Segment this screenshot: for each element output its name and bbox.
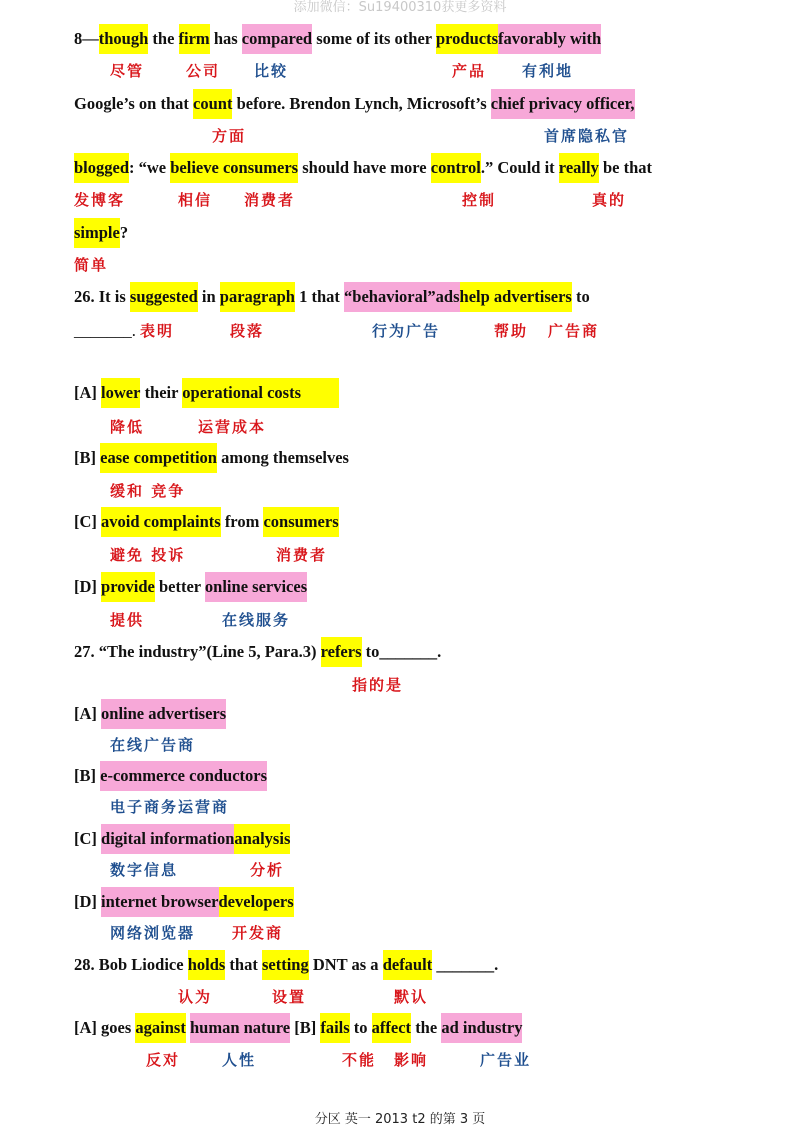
highlight-yellow: really: [559, 153, 599, 183]
text: among themselves: [216, 448, 349, 467]
gloss: 帮助: [494, 322, 529, 340]
text: ?: [119, 223, 129, 242]
text: 28. Bob Liodice: [74, 955, 188, 974]
gloss: 控制: [462, 191, 497, 209]
highlight-yellow: paragraph: [220, 282, 295, 312]
gloss: 人性: [222, 1051, 257, 1069]
text: the: [148, 29, 179, 48]
text: .” Could it: [480, 158, 559, 177]
highlight-pink: digital information: [101, 824, 234, 854]
gloss: 避免 投诉: [110, 546, 186, 564]
text: 27. “The industry”(Line 5, Para.3): [74, 642, 321, 661]
watermark-text: 添加微信：Su19400310获更多资料: [293, 0, 507, 15]
highlight-yellow: refers: [321, 637, 362, 667]
gloss: 数字信息: [110, 861, 179, 879]
highlight-pink: ad industry: [441, 1013, 522, 1043]
option-26-d: [74, 572, 307, 602]
gloss: 消费者: [276, 546, 328, 564]
option-26-b: [74, 443, 349, 473]
highlight-yellow: believe consumers: [170, 153, 298, 183]
gloss: 电子商务运营商: [110, 798, 230, 816]
gloss: 有利地: [522, 62, 574, 80]
passage-line-2: [74, 89, 635, 119]
gloss: 网络浏览器: [110, 924, 196, 942]
gloss: 不能: [342, 1051, 377, 1069]
text: in: [197, 287, 220, 306]
highlight-pink: human nature: [190, 1013, 290, 1043]
question-26-blank: [74, 316, 136, 346]
gloss: 降低: [110, 418, 145, 436]
option-label: [A]: [74, 704, 102, 723]
gloss: 公司: [186, 62, 221, 80]
highlight-yellow: fails: [320, 1013, 349, 1043]
text: _______.: [432, 955, 499, 974]
gloss: 在线广告商: [110, 736, 196, 754]
text: some of its other: [312, 29, 436, 48]
highlight-pink: e-commerce conductors: [100, 761, 267, 791]
highlight-yellow: consumers: [263, 507, 338, 537]
gloss: 真的: [592, 191, 627, 209]
option-label: [D]: [74, 892, 102, 911]
gloss: 运营成本: [198, 418, 267, 436]
highlight-yellow: affect: [372, 1013, 411, 1043]
gloss: 指的是: [352, 676, 404, 694]
gloss: 相信: [178, 191, 213, 209]
option-label: [C]: [74, 512, 102, 531]
text: DNT as a: [308, 955, 383, 974]
gloss: 行为广告: [372, 322, 441, 340]
highlight-yellow: count: [193, 89, 232, 119]
option-label: [A]: [74, 383, 102, 402]
text: to: [349, 1018, 372, 1037]
highlight-pink: online advertisers: [101, 699, 226, 729]
option-27-c: [74, 824, 290, 854]
gloss: 广告商: [548, 322, 600, 340]
question-26-stem: [74, 282, 590, 312]
highlight-yellow: firm: [179, 24, 210, 54]
highlight-pink: compared: [242, 24, 312, 54]
gloss: 消费者: [244, 191, 296, 209]
text: has: [209, 29, 242, 48]
question-28-stem: [74, 950, 498, 980]
options-28-ab: [74, 1013, 522, 1043]
highlight-yellow: control: [431, 153, 481, 183]
highlight-yellow: setting: [262, 950, 309, 980]
gloss: 设置: [272, 988, 307, 1006]
highlight-pink: internet browser: [101, 887, 218, 917]
gloss: 缓和 竞争: [110, 482, 186, 500]
gloss: 默认: [394, 988, 429, 1006]
highlight-pink: “behavioral”ads: [344, 282, 460, 312]
highlight-yellow: suggested: [130, 282, 198, 312]
text: 1 that: [294, 287, 345, 306]
gloss: 分析: [250, 861, 285, 879]
option-26-a: [74, 378, 339, 408]
passage-line-1: [74, 24, 601, 54]
highlight-yellow: ease competition: [100, 443, 217, 473]
gloss: 简单: [74, 256, 109, 274]
option-27-b: [74, 761, 267, 791]
highlight-pink: online services: [205, 572, 307, 602]
highlight-yellow: avoid complaints: [101, 507, 221, 537]
highlight-yellow: operational costs: [182, 378, 339, 408]
gloss: 提供: [110, 611, 145, 629]
highlight-yellow: products: [436, 24, 498, 54]
option-label: [B]: [74, 448, 101, 467]
text: the: [411, 1018, 442, 1037]
highlight-yellow: provide: [101, 572, 155, 602]
text: : “we: [129, 158, 171, 177]
text: 26. It is: [74, 287, 130, 306]
option-27-a: [74, 699, 226, 729]
text: that: [225, 955, 262, 974]
passage-line-4: [74, 218, 128, 248]
text: to: [571, 287, 590, 306]
option-27-d: [74, 887, 294, 917]
option-label: [B]: [74, 766, 101, 785]
highlight-yellow: simple: [74, 218, 120, 248]
text: 8—: [74, 29, 99, 48]
text: from: [220, 512, 264, 531]
highlight-yellow: analysis: [234, 824, 290, 854]
highlight-yellow: blogged: [74, 153, 129, 183]
text: should have more: [298, 158, 431, 177]
option-label: [C]: [74, 829, 102, 848]
gloss: 表明: [140, 322, 175, 340]
highlight-yellow: lower: [101, 378, 140, 408]
question-27-stem: [74, 637, 441, 667]
highlight-yellow: developers: [219, 887, 294, 917]
gloss: 反对: [146, 1051, 181, 1069]
text: their: [140, 383, 183, 402]
option-label: [A] goes: [74, 1018, 136, 1037]
gloss: 在线服务: [222, 611, 291, 629]
gloss: 认为: [178, 988, 213, 1006]
text: be that: [598, 158, 652, 177]
page-footer: 分区 英一 2013 t2 的第 3 页: [314, 1112, 486, 1127]
highlight-yellow: holds: [188, 950, 226, 980]
gloss: 尽管: [110, 62, 145, 80]
highlight-yellow: against: [135, 1013, 185, 1043]
gloss: 发博客: [74, 191, 126, 209]
gloss: 比较: [254, 62, 289, 80]
gloss: 段落: [230, 322, 265, 340]
option-label: [B]: [290, 1018, 321, 1037]
gloss: 方面: [212, 127, 247, 145]
highlight-pink: chief privacy officer,: [491, 89, 635, 119]
option-26-c: [74, 507, 339, 537]
text: Google’s on that: [74, 94, 194, 113]
highlight-yellow: though: [99, 24, 149, 54]
text: better: [154, 577, 205, 596]
gloss: 广告业: [480, 1051, 532, 1069]
passage-line-3: [74, 153, 652, 183]
gloss: 开发商: [232, 924, 284, 942]
gloss: 产品: [452, 62, 487, 80]
highlight-pink: favorably with: [498, 24, 601, 54]
text: before. Brendon Lynch, Microsoft’s: [232, 94, 491, 113]
option-label: [D]: [74, 577, 102, 596]
gloss: 影响: [394, 1051, 429, 1069]
text: to_______.: [361, 642, 442, 661]
text: _______.: [74, 321, 136, 340]
gloss: 首席隐私官: [544, 127, 630, 145]
highlight-yellow: help advertisers: [460, 282, 572, 312]
highlight-yellow: default: [383, 950, 433, 980]
